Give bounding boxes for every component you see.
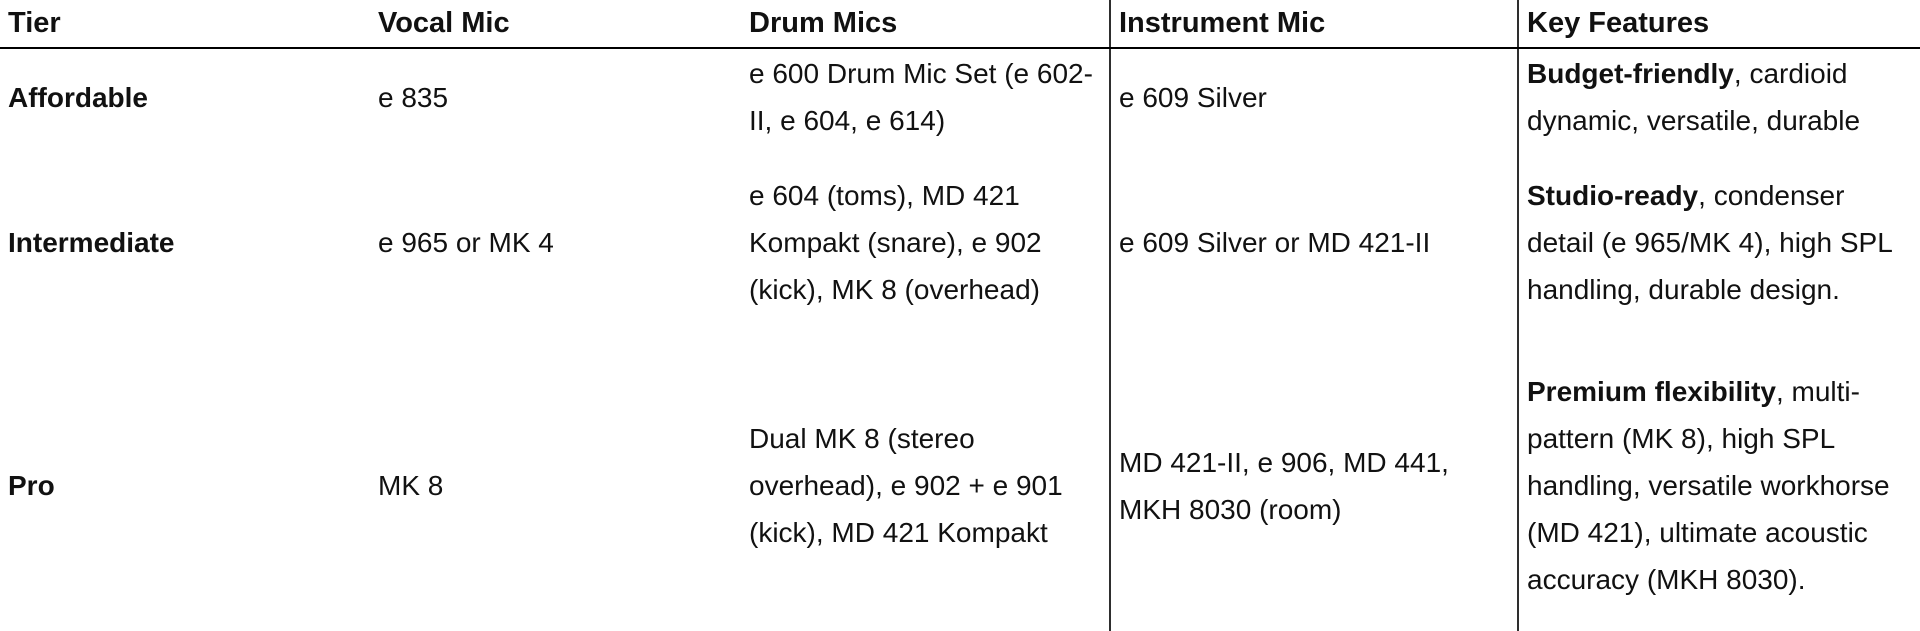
column-header-tier: Tier <box>0 0 370 48</box>
column-header-key-features: Key Features <box>1518 0 1920 48</box>
cell-pro-tier: Pro <box>8 470 55 501</box>
column-header-vocal-mic: Vocal Mic <box>370 0 741 48</box>
cell-affordable-drums: e 600 Drum Mic Set (e 602-II, e 604, e 614) <box>749 58 1093 136</box>
cell-intermediate-features <box>1518 145 1920 340</box>
table-row-pro <box>0 340 1920 631</box>
cell-pro-features <box>1518 340 1920 631</box>
cell-pro-vocal: MK 8 <box>378 470 444 501</box>
cell-pro-instrument: MD 421-II, e 906, MD 441, MKH 8030 (room) <box>1110 340 1518 631</box>
features-lead-bold: Studio-ready <box>1527 180 1699 211</box>
cell-affordable-tier: Affordable <box>8 81 148 113</box>
header-row <box>0 0 1920 48</box>
table-row-affordable <box>0 48 1920 145</box>
features-rest: , condenser detail (e 965/MK 4), high SPL handling, durable design. <box>1527 180 1892 305</box>
cell-intermediate-instrument: e 609 Silver or MD 421-II <box>1110 145 1518 340</box>
cell-affordable-instrument: e 609 Silver <box>1110 48 1518 145</box>
table-row-intermediate <box>0 145 1920 340</box>
cell-affordable-features <box>1518 48 1920 145</box>
cell-intermediate-tier: Intermediate <box>8 227 175 258</box>
features-lead-bold: Premium flexibility <box>1527 376 1776 407</box>
cell-intermediate-vocal: e 965 or MK 4 <box>378 227 554 258</box>
cell-intermediate-drums: e 604 (toms), MD 421 Kompakt (snare), e 902 (kick), MK 8 (overhead) <box>749 180 1042 305</box>
features-rest: , multi-pattern (MK 8), high SPL handling, versatile workhorse (MD 421), ultimate acoustic accuracy (MKH 8030). <box>1527 376 1890 595</box>
column-header-drum-mics: Drum Mics <box>741 0 1110 48</box>
features-lead-bold: Budget-friendly <box>1527 58 1734 89</box>
cell-affordable-vocal: e 835 <box>378 81 449 113</box>
column-header-instrument-mic: Instrument Mic <box>1110 0 1518 48</box>
features-rest: , cardioid dynamic, versatile, durable <box>1527 58 1861 136</box>
cell-pro-drums: Dual MK 8 (stereo overhead), e 902 + e 901 (kick), MD 421 Kompakt <box>749 423 1063 548</box>
